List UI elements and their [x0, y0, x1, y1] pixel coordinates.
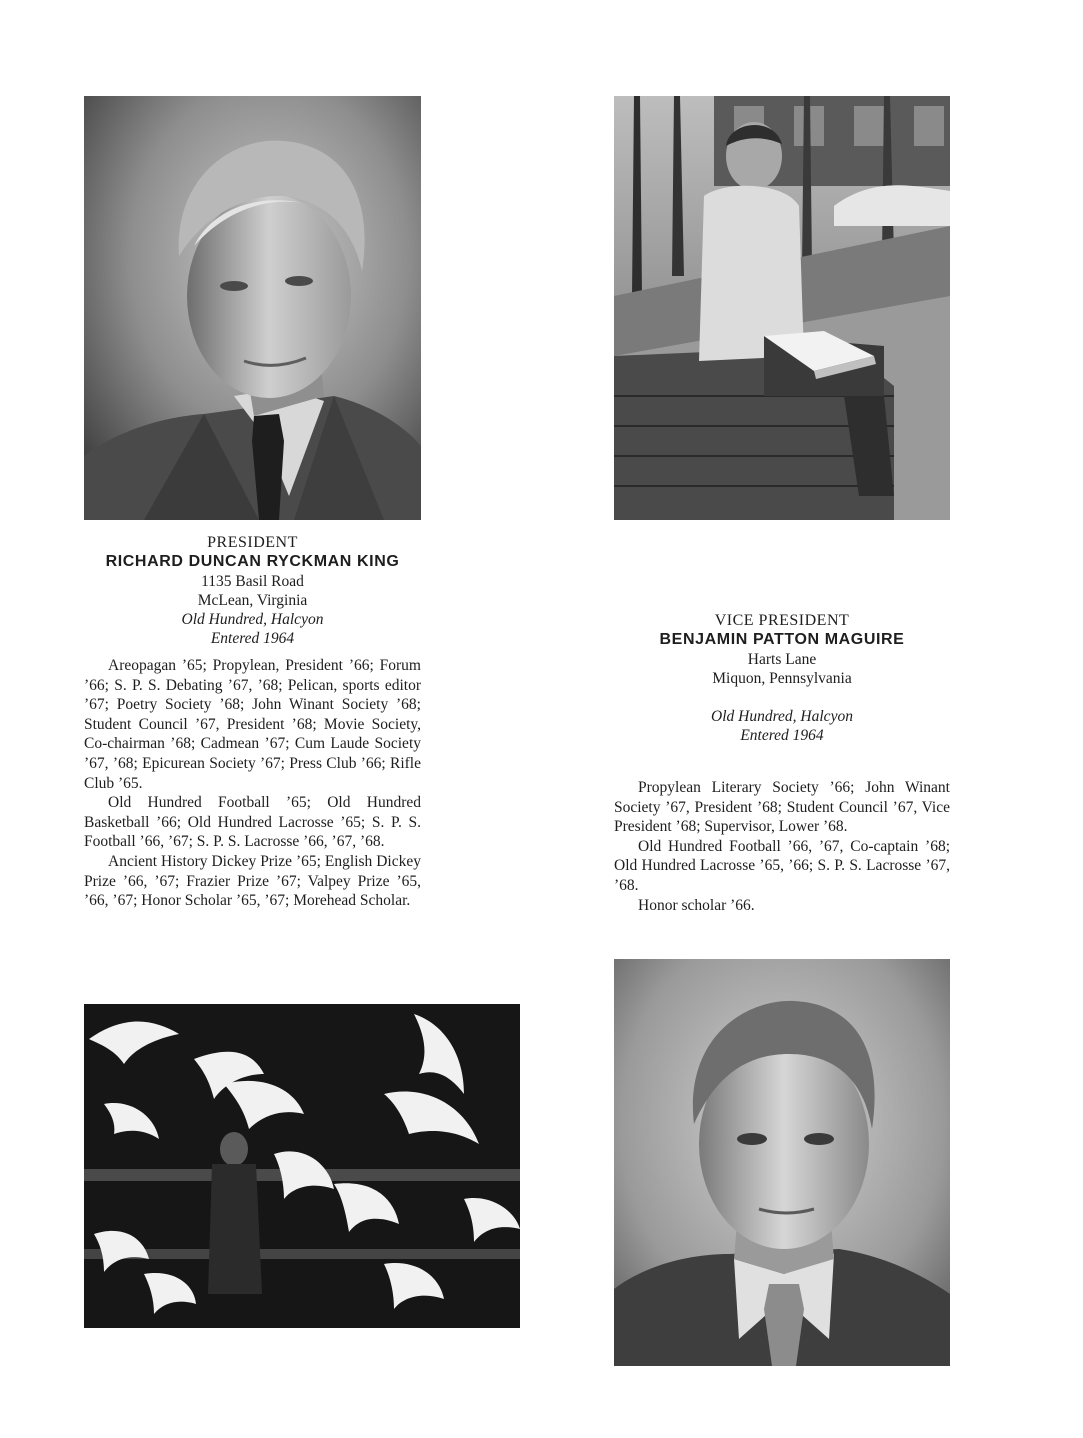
mural-photo-birds — [84, 1004, 520, 1328]
student-name: RICHARD DUNCAN RYCKMAN KING — [105, 553, 400, 570]
president-biography — [84, 656, 421, 911]
house-clubs: Old Hundred, Halcyon — [181, 611, 324, 628]
activities-paragraph: Areopagan ’65; Propylean, President ’66; Forum ’66; S. P. S. Debating ’67, ’68; Pelican, sports editor ’67; Poetry Society ’68; John Winant Society ’68; Student Council ’67, President ’68; Movie Society, Co-chairman ’68; Cadmean ’67; Cum Laude Society ’67, ’68; Epicurean Society ’67; Press Club ’66; Rifle Club ’65. — [84, 657, 421, 792]
entered-year: Entered 1964 — [740, 727, 824, 744]
athletics-paragraph: Old Hundred Football ’65; Old Hundred Basketball ’66; Old Hundred Lacrosse ’65; S. P. S. Football ’66, ’67; S. P. S. Lacrosse ’66, ’67, ’68. — [84, 794, 421, 851]
address-line: Miquon, Pennsylvania — [712, 670, 852, 687]
address-line: McLean, Virginia — [197, 592, 308, 609]
house-clubs: Old Hundred, Halcyon — [711, 708, 853, 725]
portrait-photo-vice-president — [614, 959, 950, 1366]
office-title: VICE PRESIDENT — [714, 612, 850, 629]
address-line: Harts Lane — [747, 651, 817, 668]
entered-year: Entered 1964 — [210, 630, 295, 647]
vice-president-biography — [614, 778, 950, 915]
president-header — [84, 533, 421, 648]
activities-paragraph: Propylean Literary Society ’66; John Winant Society ’67, President ’68; Student Council ’67, Vice President ’68; Supervisor, Lower ’68. — [614, 779, 950, 836]
athletics-paragraph: Old Hundred Football ’66, ’67, Co-captain ’68; Old Hundred Lacrosse ’65, ’66; S. P. S. Lacrosse ’67, ’68. — [614, 837, 950, 894]
honors-paragraph: Honor scholar ’66. — [638, 896, 755, 914]
address-line: 1135 Basil Road — [201, 573, 304, 590]
portrait-photo-president — [84, 96, 421, 520]
vice-president-header — [614, 611, 950, 745]
office-title: PRESIDENT — [207, 534, 298, 551]
candid-photo-reading — [614, 96, 950, 520]
honors-paragraph: Ancient History Dickey Prize ’65; English Dickey Prize ’66, ’67; Frazier Prize ’67; Valpey Prize ’65, ’66, ’67; Honor Scholar ’65, ’67; Morehead Scholar. — [84, 852, 421, 910]
student-name: BENJAMIN PATTON MAGUIRE — [659, 631, 905, 648]
